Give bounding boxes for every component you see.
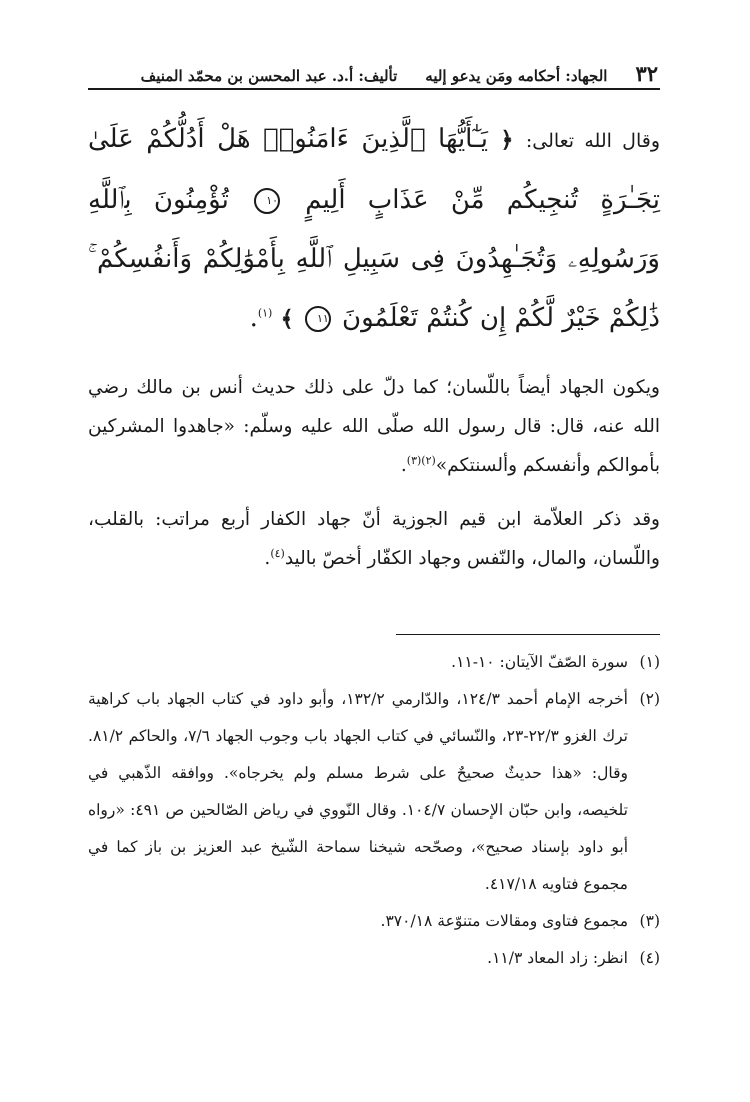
verse-intro: وقال الله تعالى: (525, 130, 661, 152)
header-rule (88, 88, 660, 90)
footnote-item (88, 940, 660, 977)
ayah-marker-icon: ١٠ (254, 188, 280, 214)
paragraph-end: . (264, 548, 271, 569)
footnotes (88, 644, 660, 977)
footnote-number: (٣) (639, 912, 660, 930)
paragraph-text: ويكون الجهاد أيضاً باللّسان؛ كما دلّ على ذلك حديث أنس بن مالك رضي الله عنه، قال: قال رسول الله صلّى الله عليه وسلّم: «جاهدوا المشركين بأموالكم وأنفسكم وألسنتكم» (88, 377, 660, 476)
paragraph-tongue-jihad (88, 368, 660, 485)
footnote-item (88, 644, 660, 681)
footnote-ref: (١) (257, 306, 273, 320)
running-header (88, 55, 658, 85)
author-line: تأليف: أ.د. عبد المحسن بن محمّد المنيف (140, 67, 398, 85)
footnote-ref: (٤) (270, 546, 285, 560)
footnote-item (88, 903, 660, 940)
footnote-text: مجموع فتاوى ومقالات متنوّعة ٣٧٠/١٨. (380, 912, 628, 930)
ayah-marker-icon: ١١ (305, 306, 331, 332)
verse-open-brace: ﴿ (500, 127, 514, 153)
footnote-number: (١) (639, 653, 660, 671)
paragraph-jihad-levels (88, 500, 660, 578)
footnote-number: (٤) (639, 949, 660, 967)
verse-text-1: يَـٰٓأَيُّهَا ٱلَّذِينَ ءَامَنُوا۟ هَلْ أَدُلُّكُمْ عَلَىٰ تِجَـٰرَةٍ تُنجِيكُم مِّنْ عَذَابٍ أَلِيمٍ (88, 124, 660, 215)
footnote-item (88, 681, 660, 903)
footnote-number: (٢) (639, 690, 660, 708)
footnote-ref: (٢)(٣) (406, 453, 436, 467)
paragraph-text: وقد ذكر العلاّمة ابن قيم الجوزية أنّ جهاد الكفار أربع مراتب: بالقلب، واللّسان، والمال، والنّفس وجهاد الكفّار أخصّ باليد (88, 509, 660, 569)
quran-verse-paragraph (88, 110, 660, 349)
page-number: ٣٢ (635, 61, 658, 86)
footnote-text: أخرجه الإمام أحمد ١٢٤/٣، والدّارمي ١٣٢/٢، وأبو داود في كتاب الجهاد باب كراهية ترك الغزو ٢٢/٣-٢٣، والنّسائي في كتاب الجهاد باب وجوب الجهاد ٧/٦، والحاكم ٨١/٢. وقال: «هذا حديثٌ صحيحٌ على شرط مسلم ولم يخرجاه». ووافقه الذّهبي في تلخيصه، وابن حبّان الإحسان ١٠٤/٧. وقال النّووي في رياض الصّالحين ص ٤٩١: «رواه أبو داود بإسناد صحيح»، وصحّحه شيخنا سماحة الشّيخ عبد العزيز بن باز كما في مجموع فتاويه ٤١٧/١٨. (88, 690, 628, 893)
verse-close-brace: ﴾ (280, 306, 294, 332)
footnote-separator (396, 634, 660, 635)
footnote-text: انظر: زاد المعاد ١١/٣. (487, 949, 628, 967)
paragraph-end: . (400, 455, 407, 476)
verse-text-2: تُؤْمِنُونَ بِٱللَّهِ وَرَسُولِهِۦ وَتُجَـٰهِدُونَ فِى سَبِيلِ ٱللَّهِ بِأَمْوَٰلِكُمْ وَأَنفُسِكُمْ ۚ ذَٰلِكُمْ خَيْرٌ لَّكُمْ إِن كُنتُمْ تَعْلَمُونَ (88, 185, 660, 333)
book-title: الجهاد: أحكامه ومَن يدعو إليه (425, 67, 608, 85)
footnote-text: سورة الصّفّ الآيتان: ١٠-١١. (451, 653, 628, 671)
verse-end: . (249, 303, 258, 333)
